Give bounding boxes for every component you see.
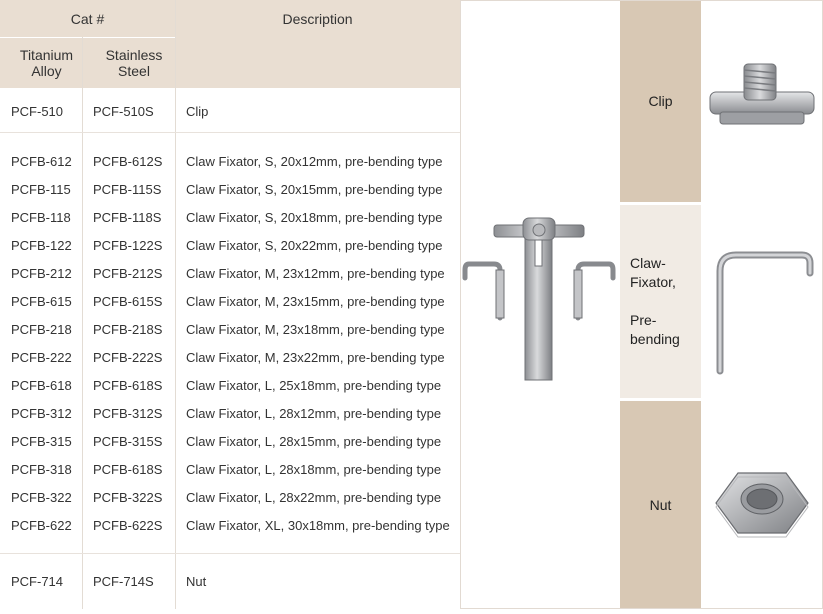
stainless-cell: PCFB-618S: [93, 378, 163, 393]
description-cell: Claw Fixator, XL, 30x18mm, pre-bending type: [186, 518, 450, 533]
stainless-cell: PCF-510S: [93, 104, 154, 119]
titanium-cell: PCFB-615: [11, 294, 72, 309]
description-cell: Claw Fixator, M, 23x18mm, pre-bending type: [186, 322, 445, 337]
titanium-cell: PCFB-618: [11, 378, 72, 393]
description-cell: Nut: [186, 574, 207, 589]
stainless-cell: PCF-714S: [93, 574, 154, 589]
description-cell: Claw Fixator, L, 28x15mm, pre-bending type: [186, 434, 442, 449]
description-cell: Claw Fixator, M, 23x22mm, pre-bending type: [186, 350, 445, 365]
header-cat-number: Cat #: [70, 10, 105, 27]
category-label-nut: Nut: [620, 401, 701, 609]
hex-nut-icon: [702, 401, 823, 609]
col-divider-2: [175, 0, 176, 609]
description-cell: Clip: [186, 104, 209, 119]
stainless-cell: PCFB-122S: [93, 238, 163, 253]
description-cell: Claw Fixator, L, 28x22mm, pre-bending type: [186, 490, 442, 505]
titanium-cell: PCFB-322: [11, 490, 72, 505]
stainless-cell: PCFB-615S: [93, 294, 163, 309]
description-cell: Claw Fixator, S, 20x15mm, pre-bending type: [186, 182, 443, 197]
stainless-cell: PCFB-612S: [93, 154, 163, 169]
claw-assembly-icon: [461, 0, 619, 609]
titanium-cell: PCFB-312: [11, 406, 72, 421]
description-cell: Claw Fixator, S, 20x18mm, pre-bending type: [186, 210, 443, 225]
clip-image: [702, 0, 823, 202]
group-divider-1: [0, 132, 460, 133]
description-cell: Claw Fixator, S, 20x22mm, pre-bending type: [186, 238, 443, 253]
titanium-cell: PCF-714: [11, 574, 64, 589]
description-cell: Claw Fixator, L, 25x18mm, pre-bending type: [186, 378, 442, 393]
titanium-cell: PCFB-115: [11, 182, 71, 197]
description-cell: Claw Fixator, L, 28x18mm, pre-bending type: [186, 462, 442, 477]
stainless-cell: PCFB-618S: [93, 462, 163, 477]
stainless-cell: PCFB-315S: [93, 434, 163, 449]
titanium-cell: PCF-510: [11, 104, 64, 119]
description-cell: Claw Fixator, M, 23x15mm, pre-bending type: [186, 294, 445, 309]
titanium-cell: PCFB-622: [11, 518, 72, 533]
stainless-cell: PCFB-322S: [93, 490, 163, 505]
nut-image: [702, 401, 823, 609]
titanium-cell: PCFB-318: [11, 462, 72, 477]
claw-fixator-image: [702, 205, 823, 398]
titanium-cell: PCFB-122: [11, 238, 72, 253]
header-description: Description: [282, 10, 353, 27]
stainless-cell: PCFB-622S: [93, 518, 163, 533]
titanium-cell: PCFB-222: [11, 350, 72, 365]
col-divider-1: [82, 37, 83, 609]
header-stainless-steel: Stainless Steel: [105, 47, 163, 79]
stainless-cell: PCFB-115S: [93, 182, 162, 197]
category-label-clip: Clip: [620, 0, 701, 202]
group-divider-2: [0, 553, 460, 554]
titanium-cell: PCFB-212: [11, 266, 72, 281]
description-cell: Claw Fixator, M, 23x12mm, pre-bending type: [186, 266, 445, 281]
stainless-cell: PCFB-218S: [93, 322, 163, 337]
claw-hook-icon: [702, 205, 823, 398]
titanium-cell: PCFB-118: [11, 210, 71, 225]
stainless-cell: PCFB-312S: [93, 406, 163, 421]
clip-icon: [702, 0, 823, 202]
stainless-cell: PCFB-222S: [93, 350, 163, 365]
category-label-claw-fixator: Claw- Fixator, Pre- bending: [620, 205, 701, 398]
description-cell: Claw Fixator, L, 28x12mm, pre-bending type: [186, 406, 442, 421]
titanium-cell: PCFB-612: [11, 154, 72, 169]
titanium-cell: PCFB-218: [11, 322, 72, 337]
stainless-cell: PCFB-212S: [93, 266, 163, 281]
stainless-cell: PCFB-118S: [93, 210, 162, 225]
titanium-cell: PCFB-315: [11, 434, 72, 449]
header-titanium-alloy: Titanium Alloy: [19, 47, 74, 79]
claw-fixator-assembly-image: [461, 0, 619, 609]
description-cell: Claw Fixator, S, 20x12mm, pre-bending type: [186, 154, 443, 169]
